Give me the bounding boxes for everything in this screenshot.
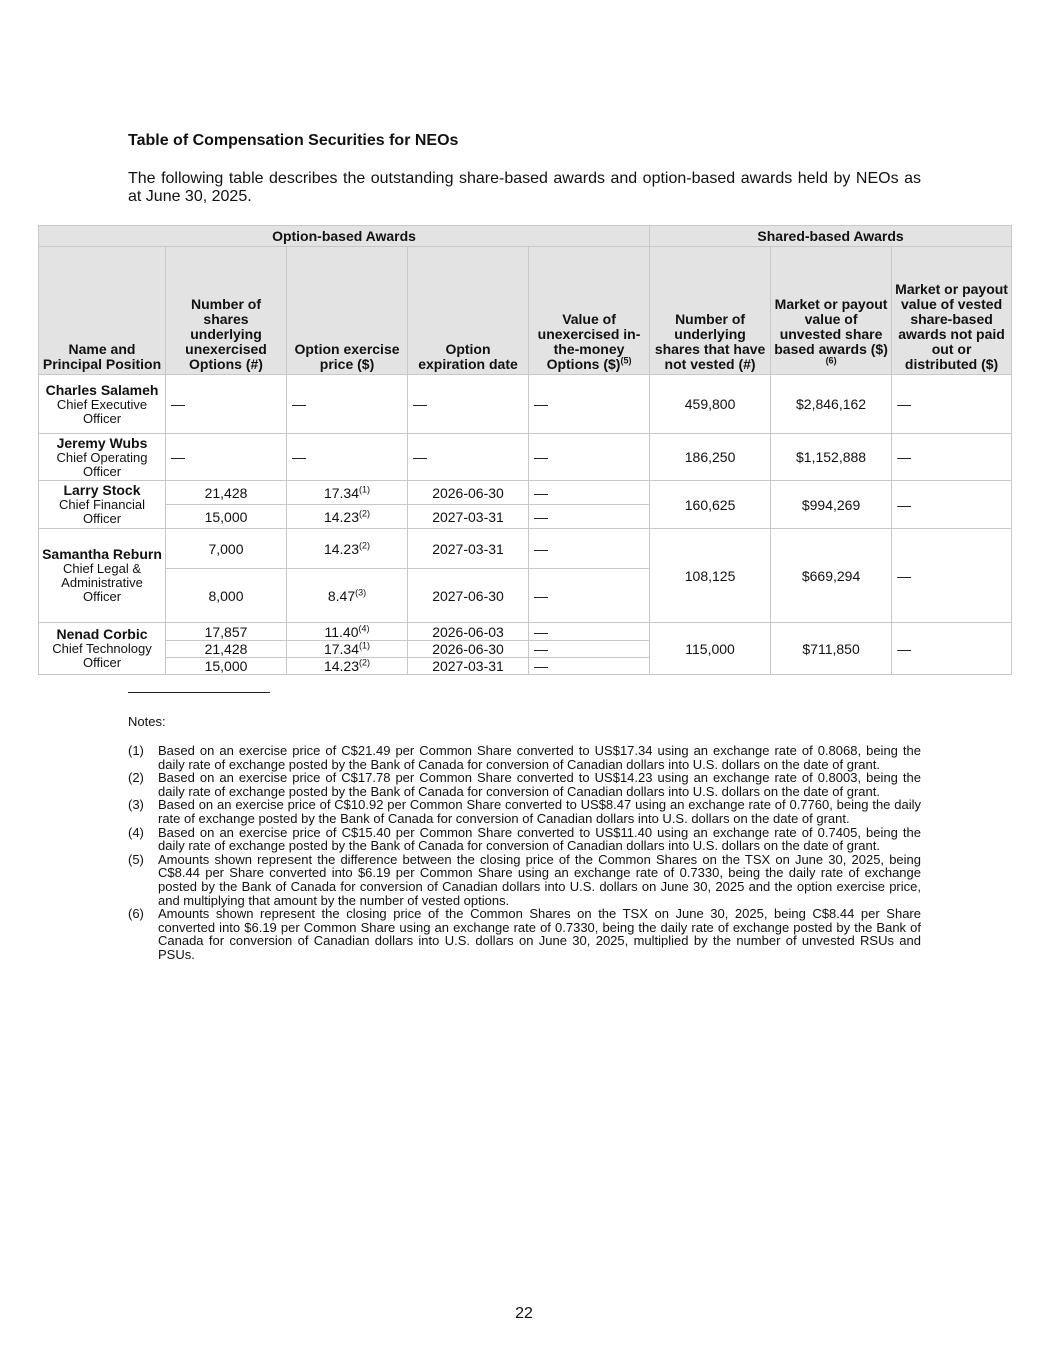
- column-header: [650, 247, 771, 375]
- officer-title: Chief Executive Officer: [56, 396, 148, 426]
- expiry-date-cell: 2027-03-31: [408, 505, 529, 529]
- vested-value-cell: —: [892, 481, 1012, 529]
- table-row: [39, 375, 1012, 434]
- exercise-price: 17.34: [323, 484, 360, 501]
- exercise-price-cell: [287, 434, 408, 481]
- expiry-date-cell: 2027-03-31: [408, 658, 529, 675]
- exercise-price-cell: [287, 569, 408, 623]
- option-value-cell: —: [529, 658, 650, 675]
- name-cell: [39, 375, 166, 434]
- vested-value-cell: —: [892, 529, 1012, 623]
- exercise-price-cell: [287, 481, 408, 505]
- note-number: (6): [128, 906, 144, 922]
- option-value-cell: —: [529, 641, 650, 658]
- column-header-label: Option expiration date: [418, 341, 518, 372]
- column-header-row: [39, 247, 1012, 375]
- option-value-cell: —: [529, 623, 650, 641]
- page-number: 22: [515, 1305, 533, 1322]
- officer-title: Chief Financial Officer: [59, 497, 145, 526]
- exercise-price: 17.34: [323, 641, 360, 657]
- option-value-cell: —: [529, 375, 650, 434]
- unvested-value-cell: $994,269: [771, 481, 892, 529]
- footnote-ref: (2): [359, 507, 371, 518]
- officer-name: Samantha Reburn: [42, 546, 162, 562]
- exercise-price-cell: [287, 641, 408, 658]
- section-heading: Table of Compensation Securities for NEOs: [128, 132, 459, 149]
- unvested-value-cell: $2,846,162: [771, 375, 892, 434]
- exercise-price: 11.40: [324, 623, 359, 640]
- exercise-price-cell: [287, 375, 408, 434]
- unvested-value-cell: $711,850: [771, 623, 892, 675]
- note-text: Based on an exercise price of C$21.49 per Common Share converted to US$17.34 using an exchange rate of 0.8068, being the daily rate of exchange posted by the Bank of Canada for conversion of Canadian dollars into U.S. dollars on the date of grant.: [158, 743, 921, 772]
- option-value-cell: —: [529, 505, 650, 529]
- unvested-shares-cell: 160,625: [650, 481, 771, 529]
- note-number: (3): [128, 797, 144, 813]
- footnote-ref: (2): [359, 539, 371, 550]
- table-row: [39, 529, 1012, 569]
- officer-name: Larry Stock: [63, 482, 141, 498]
- vested-value-cell: —: [892, 623, 1012, 675]
- column-header-label: Option exercise price ($): [294, 341, 400, 372]
- table-body: [39, 375, 1012, 675]
- notes-divider: [128, 692, 270, 693]
- note-text: Based on an exercise price of C$10.92 per Common Share converted to US$8.47 using an exchange rate of 0.7760, being the daily rate of exchange posted by the Bank of Canada for conversion of Canadian dollars into U.S. dollars on the date of grant.: [158, 797, 921, 826]
- officer-name: Jeremy Wubs: [56, 434, 148, 451]
- option-shares-cell: 21,428: [166, 481, 287, 505]
- footnote-ref: (1): [359, 640, 371, 651]
- exercise-price-cell: [287, 658, 408, 675]
- name-cell: [39, 623, 166, 675]
- intro-paragraph: The following table describes the outstanding share-based awards and option-based awards held by NEOs as at June 30, 2025.: [128, 170, 921, 205]
- table-row: [39, 434, 1012, 481]
- name-cell: [39, 434, 166, 481]
- option-shares-cell: 21,428: [166, 641, 287, 658]
- officer-title: Chief Technology Officer: [52, 641, 152, 670]
- exercise-price-cell: [287, 529, 408, 569]
- option-shares-cell: 8,000: [166, 569, 287, 623]
- exercise-price: 14.23: [323, 508, 360, 525]
- vested-value-cell: —: [892, 375, 1012, 434]
- officer-name: Charles Salameh: [45, 381, 159, 398]
- option-value-cell: —: [529, 569, 650, 623]
- table-row: [39, 623, 1012, 641]
- unvested-shares-cell: 115,000: [650, 623, 771, 675]
- column-header-label: Name and Principal Position: [42, 341, 162, 372]
- expiry-date-cell: 2026-06-30: [408, 481, 529, 505]
- note-text: Based on an exercise price of C$15.40 per Common Share converted to US$11.40 using an exchange rate of 0.7405, being the daily rate of exchange posted by the Bank of Canada for conversion of Canadian dollars into U.S. dollars on the date of grant.: [158, 824, 921, 854]
- name-cell: [39, 529, 166, 623]
- exercise-price: —: [292, 449, 306, 465]
- option-value-cell: —: [529, 529, 650, 569]
- note-item: [128, 744, 921, 771]
- officer-title: Chief Operating Officer: [56, 449, 148, 479]
- table-row: [39, 481, 1012, 505]
- note-text: Amounts shown represent the closing price of the Common Shares on the TSX on June 30, 2025, being C$8.44 per Share converted into $6.19 per Common Share using an exchange rate of 0.7330, being the daily rate of exchange posted by the Bank of Canada for conversion of Canadian dollars into U.S. dollars on June 30, 2025, multiplied by the number of unvested RSUs and PSUs.: [158, 906, 921, 962]
- footnote-ref: (2): [359, 657, 371, 668]
- option-shares-cell: 15,000: [166, 658, 287, 675]
- column-header-label: Number of underlying shares that have not vested (#): [654, 311, 766, 372]
- expiry-date-cell: —: [408, 434, 529, 481]
- column-header: [892, 247, 1012, 375]
- unvested-shares-cell: 108,125: [650, 529, 771, 623]
- unvested-shares-cell: 459,800: [650, 375, 771, 434]
- note-item: [128, 798, 921, 825]
- column-header-label: Value of unexercised in-the-money Options ($): [537, 311, 641, 372]
- unvested-value-cell: $669,294: [771, 529, 892, 623]
- expiry-date-cell: 2027-06-30: [408, 569, 529, 623]
- notes-list: [128, 744, 921, 962]
- note-number: (5): [128, 851, 144, 867]
- group-header-option: Option-based Awards: [39, 226, 650, 247]
- option-shares-cell: 7,000: [166, 529, 287, 569]
- name-cell: [39, 481, 166, 529]
- exercise-price: 14.23: [323, 658, 360, 674]
- officer-name: Nenad Corbic: [56, 626, 148, 642]
- column-header-label: Market or payout value of unvested share based awards ($): [774, 296, 888, 357]
- expiry-date-cell: 2027-03-31: [408, 529, 529, 569]
- note-text: Based on an exercise price of C$17.78 per Common Share converted to US$14.23 using an exchange rate of 0.8003, being the daily rate of exchange posted by the Bank of Canada for conversion of Canadian dollars into U.S. dollars on the date of grant.: [158, 770, 921, 799]
- expiry-date-cell: 2026-06-30: [408, 641, 529, 658]
- option-value-cell: —: [529, 434, 650, 481]
- column-header: [771, 247, 892, 375]
- expiry-date-cell: —: [408, 375, 529, 434]
- note-item: [128, 771, 921, 798]
- exercise-price: 14.23: [323, 540, 360, 557]
- column-header: [408, 247, 529, 375]
- footnote-ref: (5): [620, 355, 632, 366]
- note-number: (2): [128, 770, 144, 786]
- unvested-value-cell: $1,152,888: [771, 434, 892, 481]
- note-item: [128, 907, 921, 961]
- group-header-share: Shared-based Awards: [650, 226, 1012, 247]
- compensation-table: [38, 225, 1012, 675]
- option-value-cell: —: [529, 481, 650, 505]
- column-header: [166, 247, 287, 375]
- footnote-ref: (6): [825, 355, 837, 366]
- column-header: [529, 247, 650, 375]
- vested-value-cell: —: [892, 434, 1012, 481]
- option-shares-cell: —: [166, 375, 287, 434]
- note-item: [128, 853, 921, 907]
- exercise-price: 8.47: [327, 587, 356, 604]
- footnote-ref: (1): [359, 483, 371, 494]
- option-shares-cell: —: [166, 434, 287, 481]
- option-shares-cell: 17,857: [166, 623, 287, 641]
- column-header: [287, 247, 408, 375]
- note-number: (1): [128, 743, 144, 758]
- exercise-price-cell: [287, 623, 408, 641]
- note-text: Amounts shown represent the difference between the closing price of the Common Shares on the TSX on June 30, 2025, being C$8.44 per Share converted into $6.19 per Common Share using an exchange rate of 0.7330, being the daily rate of exchange posted by the Bank of Canada for conversion of Canadian dollars into U.S. dollars on June 30, 2025 and the option exercise price, and multiplying that amount by the number of vested options.: [158, 851, 921, 908]
- footnote-ref: (3): [355, 586, 367, 597]
- note-item: [128, 826, 921, 853]
- option-shares-cell: 15,000: [166, 505, 287, 529]
- column-header-label: Market or payout value of vested share-based awards not paid out or distributed ($): [895, 281, 1008, 372]
- column-header-label: Number of shares underlying unexercised Options (#): [185, 296, 267, 372]
- column-header: [39, 247, 166, 375]
- exercise-price: —: [292, 396, 306, 412]
- exercise-price-cell: [287, 505, 408, 529]
- expiry-date-cell: 2026-06-03: [408, 623, 529, 641]
- note-number: (4): [128, 824, 144, 840]
- unvested-shares-cell: 186,250: [650, 434, 771, 481]
- notes-label: Notes:: [128, 714, 166, 729]
- footnote-ref: (4): [358, 622, 370, 633]
- officer-title: Chief Legal & Administrative Officer: [61, 561, 143, 604]
